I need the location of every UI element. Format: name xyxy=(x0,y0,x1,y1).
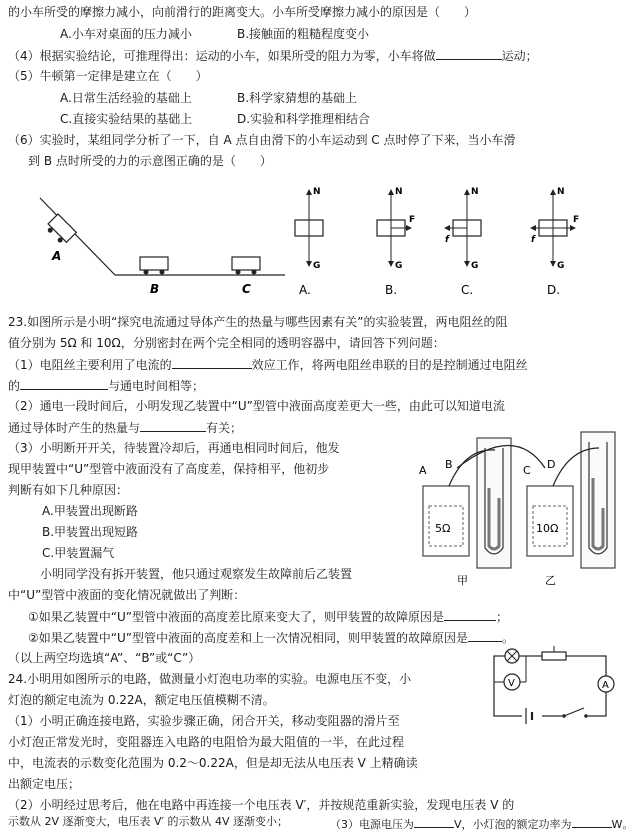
q24-line2: 灯泡的额定电流为 0.22A，额定电压值模糊不清。 xyxy=(8,693,275,707)
n-label: N xyxy=(313,187,321,197)
f-label: F xyxy=(573,215,580,225)
q23-part1b-post: 与通电时间相等； xyxy=(108,379,205,393)
q23-part1-post: 效应工作，将两电阻丝串联的目的是控制通过电阻丝 xyxy=(251,358,528,372)
point-b-label: B xyxy=(150,282,160,296)
terminal-d-label: D xyxy=(547,458,556,471)
resistance-10-label: 10Ω xyxy=(536,522,559,535)
q23-option-b: B.甲装置出现短路 xyxy=(42,525,139,539)
choice-a-label: A. xyxy=(299,283,311,297)
q23-case2-blank[interactable] xyxy=(468,629,502,642)
q22-part5-option-a: A.日常生活经验的基础上 xyxy=(60,91,192,105)
q23-part1-pre: （1）电阻丝主要利用了电流的 xyxy=(8,358,172,372)
force-diagram-a xyxy=(295,187,323,297)
q23-case1-pre: ①如果乙装置中“U”型管中液面的高度差比原来变大了，则甲装置的故障原因是 xyxy=(28,610,444,624)
q23-part2-post: 有关； xyxy=(206,421,243,435)
q22-part6-line2: 到 B 点时所受的力的示意图正确的是（ ） xyxy=(28,154,272,168)
q23-part2-blank[interactable] xyxy=(140,419,206,432)
g-label: G xyxy=(471,261,479,271)
q23-part3-line5: 中“U”型管中液面的变化情况就做出了判断： xyxy=(8,588,246,602)
friction-label: f xyxy=(531,235,535,245)
f-label: F xyxy=(409,215,416,225)
q23-case1-blank[interactable] xyxy=(444,608,496,621)
q22-part5: （5）牛顿第一定律是建立在（ ） xyxy=(8,69,208,83)
terminal-a-label: A xyxy=(419,464,427,477)
q22-option-b: B.接触面的粗糙程度变小 xyxy=(237,27,370,41)
joule-heating-apparatus xyxy=(405,428,625,588)
g-label: G xyxy=(395,261,403,271)
voltmeter-label: V xyxy=(508,678,515,689)
q23-note: （以上两空均选填“A”、“B”或“C”） xyxy=(8,651,201,665)
q23-part3-line3: 判断有如下几种原因： xyxy=(8,483,129,497)
q23-part2-line1: （2）通电一段时间后，小明发现乙装置中“U”型管中液面高度差更大一些，由此可以知道电流 xyxy=(8,399,505,413)
q24-part1-line3: 中，电流表的示数变化范围为 0.2～0.22A，但是却无法从电压表 V 上精确读 xyxy=(8,756,418,770)
q22-intro-line: 的小车所受的摩擦力减小，向前滑行的距离变大。小车所受摩擦力减小的原因是（ ） xyxy=(8,5,477,19)
q24-part3-pre: （3）电源电压为 xyxy=(330,818,414,831)
q22-part6-line1: （6）实验时，某组同学分析了一下，自 A 点自由滑下的小车运动到 C 点时停了下来，当小车滑 xyxy=(8,133,516,147)
caption-yi: 乙 xyxy=(545,574,556,587)
q23-part1-blank[interactable] xyxy=(172,356,252,369)
point-c-label: C xyxy=(242,282,251,296)
q24-part2-line1: （2）小明经过思考后，他在电路中再连接一个电压表 V′，并按规范重新实验，发现电压表 V 的 xyxy=(8,798,515,812)
q24-part3 xyxy=(330,815,633,831)
q24-part1-line1: （1）小明正确连接电路，实验步骤正确，闭合开关，移动变阻器的滑片至 xyxy=(8,714,400,728)
q23-case2 xyxy=(28,629,514,646)
q23-part3-line1: （3）小明断开开关，待装置冷却后，再通电相同时间后，他发 xyxy=(8,441,340,455)
q22-part4-blank[interactable] xyxy=(436,47,502,60)
q22-part4-post: 运动； xyxy=(501,49,538,63)
q23-part3-line4: 小明同学没有拆开装置，他只通过观察发生故障前后乙装置 xyxy=(40,567,353,581)
q23-case1-post: ； xyxy=(495,610,508,624)
force-diagrams xyxy=(285,182,615,302)
q22-part5-option-c: C.直接实验结果的基础上 xyxy=(60,112,193,126)
choice-d-label: D. xyxy=(547,283,561,297)
q23-option-a: A.甲装置出现断路 xyxy=(42,504,138,518)
q23-part2-line2 xyxy=(8,419,242,436)
n-label: N xyxy=(557,187,565,197)
g-label: G xyxy=(313,261,321,271)
q23-line2: 值分别为 5Ω 和 10Ω，分别密封在两个完全相同的透明容器中，请回答下列问题： xyxy=(8,336,445,350)
q23-option-c: C.甲装置漏气 xyxy=(42,546,115,560)
q23-part2-pre: 通过导体时产生的热量与 xyxy=(8,421,141,435)
n-label: N xyxy=(471,187,479,197)
q22-option-a: A.小车对桌面的压力减小 xyxy=(60,27,192,41)
q23-part1b-blank[interactable] xyxy=(20,377,108,390)
q24-part3-post: W。 xyxy=(611,818,633,831)
q22-part4-pre: （4）根据实验结论，可推理得出：运动的小车，如果所受的阻力为零，小车将做 xyxy=(8,49,436,63)
caption-jia: 甲 xyxy=(457,574,468,587)
q24-part1-line2: 小灯泡正常发光时，变阻器连入电路的电阻恰为最大阻值的一半，在此过程 xyxy=(8,735,405,749)
q23-part3-line2: 现甲装置中“U”型管中液面没有了高度差，保持相平，他初步 xyxy=(8,462,330,476)
force-diagram-c xyxy=(445,187,481,297)
incline-ramp-figure xyxy=(30,180,290,300)
q23-part1b-pre: 的 xyxy=(8,379,21,393)
q24-line1: 24.小明用如图所示的电路，做测量小灯泡电功率的实验。电源电压不变，小 xyxy=(8,672,412,686)
terminal-b-label: B xyxy=(445,458,453,471)
rheostat-icon xyxy=(542,652,566,660)
friction-label: f xyxy=(445,235,449,245)
ammeter-label: A xyxy=(602,680,609,691)
q23-line1: 23.如图所示是小明“探究电流通过导体产生的热量与哪些因素有关”的实验装置，两电阻丝的阻 xyxy=(8,315,508,329)
choice-b-label: B. xyxy=(385,283,398,297)
q24-part3-blank1[interactable] xyxy=(414,815,454,828)
choice-c-label: C. xyxy=(461,283,474,297)
q22-part5-option-d: D.实验和科学推理相结合 xyxy=(237,112,371,126)
resistance-5-label: 5Ω xyxy=(435,522,451,535)
n-label: N xyxy=(395,187,403,197)
force-diagram-d xyxy=(531,187,579,297)
q24-part3-mid: V，小灯泡的额定功率为 xyxy=(454,818,572,831)
q23-case2-pre: ②如果乙装置中“U”型管中液面的高度差和上一次情况相同，则甲装置的故障原因是 xyxy=(28,631,468,645)
circuit-diagram xyxy=(482,648,622,726)
q23-part1b xyxy=(8,377,204,394)
terminal-c-label: C xyxy=(523,464,531,477)
q23-case2-post: 。 xyxy=(501,631,514,645)
q22-part4 xyxy=(8,47,538,64)
q24-part2-line2: 示数从 2V 逐渐变大，电压表 V′ 的示数从 4V 逐渐变小； xyxy=(8,815,289,828)
g-label: G xyxy=(557,261,565,271)
q24-part1-line4: 出额定电压； xyxy=(8,777,81,791)
point-a-label: A xyxy=(52,249,62,263)
q22-part5-option-b: B.科学家猜想的基础上 xyxy=(237,91,358,105)
q24-part3-blank2[interactable] xyxy=(572,815,612,828)
q23-case1 xyxy=(28,608,508,625)
q23-part1 xyxy=(8,356,528,373)
force-diagram-b xyxy=(377,187,415,297)
